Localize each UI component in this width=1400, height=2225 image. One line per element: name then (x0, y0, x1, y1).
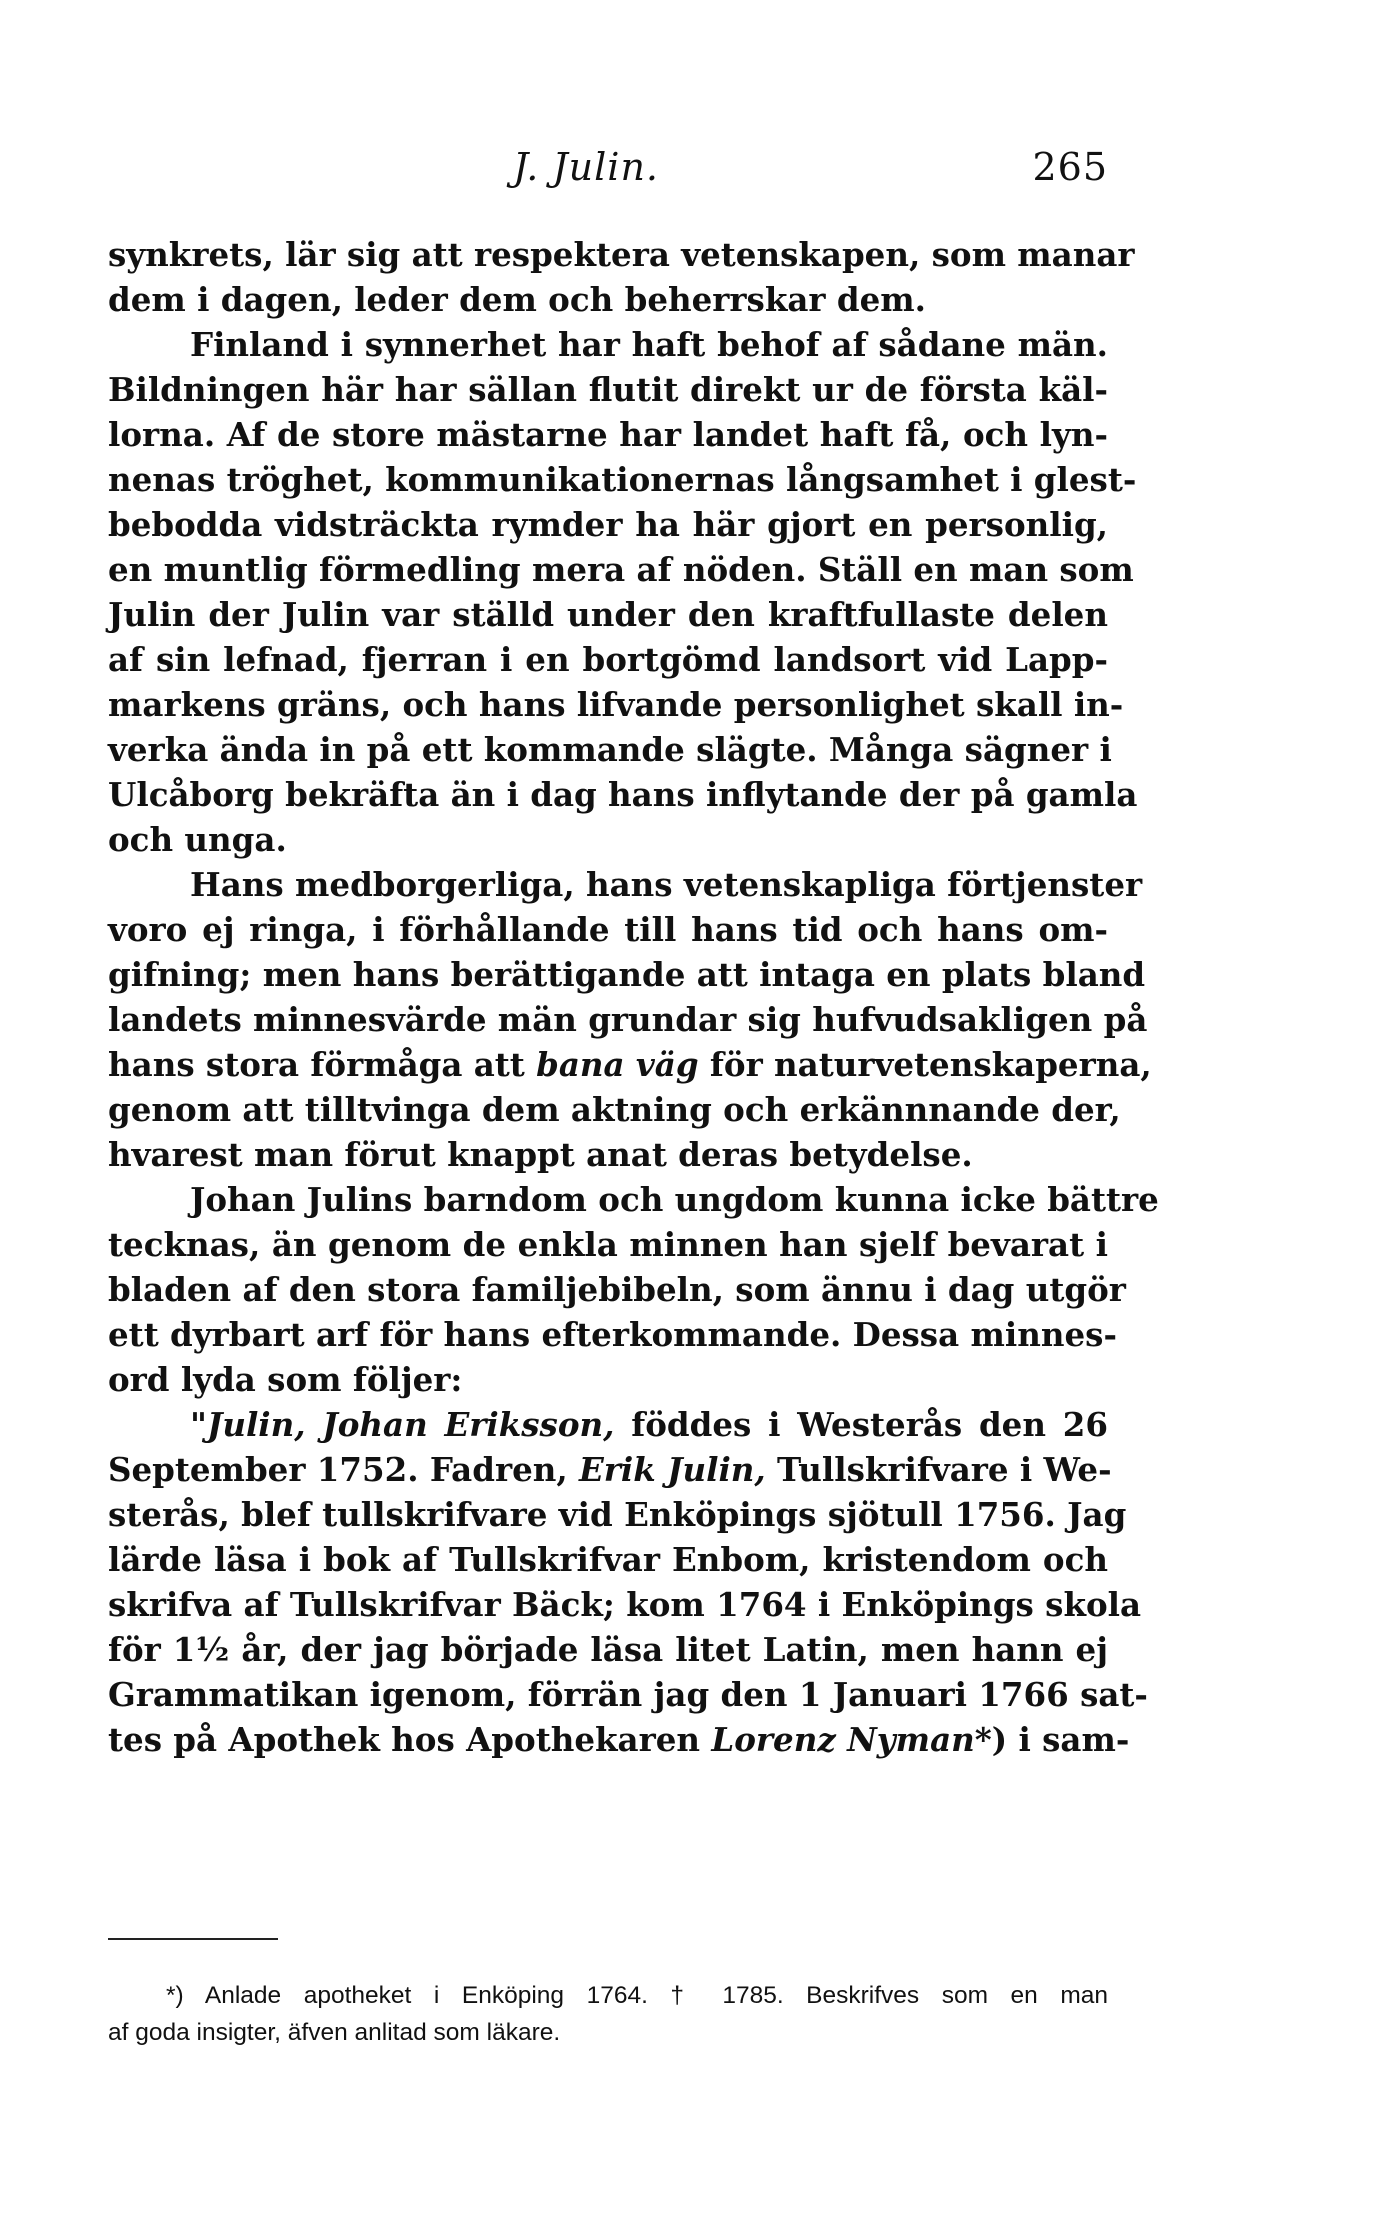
text-line: synkrets, lär sig att respektera vetenskapen, som manar (108, 235, 1135, 274)
text-line: sterås, blef tullskrifvare vid Enköpings sjötull 1756. Jag (108, 1495, 1127, 1534)
running-title: J. Julin. (513, 145, 660, 189)
text-segment: September 1752. Fadren, (108, 1450, 580, 1489)
text-line: Hans medborgerliga, hans vetenskapliga förtjenster (190, 865, 1143, 904)
text-line: bladen af den stora familjebibeln, som ännu i dag utgör (108, 1270, 1126, 1309)
text-segment: för naturvetenskaperna, (698, 1045, 1152, 1084)
text-line: Johan Julins barndom och ungdom kunna icke bättre (190, 1180, 1159, 1219)
text-line: Julin der Julin var ställd under den kraftfullaste delen (108, 595, 1108, 634)
quote-mark: " (190, 1405, 207, 1444)
italic-phrase: Julin, Johan Eriksson, (206, 1405, 615, 1444)
text-line: lärde läsa i bok af Tullskrifvar Enbom, kristendom och (108, 1540, 1108, 1579)
text-line: för 1½ år, der jag började läsa litet Latin, men hann ej (108, 1630, 1108, 1669)
footnote-divider (108, 1938, 278, 1940)
text-line: ord lyda som följer: (108, 1360, 463, 1399)
footnote-line: *) Anlade apotheket i Enköping 1764. † 1785. Beskrifves som en man (166, 1982, 1108, 2009)
text-line: nenas tröghet, kommunikationernas långsamhet i glest- (108, 460, 1137, 499)
text-line: af sin lefnad, fjerran i en bortgömd landsort vid Lapp- (108, 640, 1108, 679)
text-line (108, 1717, 1130, 1762)
text-segment: tes på Apothek hos Apothekaren (108, 1720, 712, 1759)
text-line: ett dyrbart arf för hans efterkommande. Dessa minnes- (108, 1315, 1117, 1354)
text-line: dem i dagen, leder dem och beherrskar dem. (108, 280, 926, 319)
text-line: tecknas, än genom de enkla minnen han sjelf bevarat i (108, 1225, 1108, 1264)
text-segment: hans stora förmåga att (108, 1045, 537, 1084)
italic-phrase: Erik Julin, (579, 1450, 766, 1489)
footnote (108, 1977, 1108, 2051)
text-segment: föddes i Westerås den 26 (614, 1405, 1108, 1444)
text-line: Finland i synnerhet har haft behof af sådane män. (190, 325, 1108, 364)
page-number: 265 (1032, 145, 1108, 189)
italic-phrase: Lorenz Nyman (711, 1720, 975, 1759)
body-text (108, 232, 1159, 1762)
text-line: en muntlig förmedling mera af nöden. Ställ en man som (108, 550, 1134, 589)
footnote-line: af goda insigter, äfven anlitad som läkare. (108, 2019, 561, 2046)
italic-phrase: bana väg (536, 1045, 699, 1084)
text-line: genom att tilltvinga dem aktning och erkännnande der, (108, 1090, 1121, 1129)
text-line: landets minnesvärde män grundar sig hufvudsakligen på (108, 1000, 1148, 1039)
text-line: Grammatikan igenom, förrän jag den 1 Januari 1766 sat- (108, 1675, 1148, 1714)
text-line (108, 1402, 1108, 1447)
text-line: Bildningen här har sällan flutit direkt ur de första käl- (108, 370, 1108, 409)
text-line: hvarest man förut knappt anat deras betydelse. (108, 1135, 973, 1174)
text-segment: Tullskrifvare i We- (765, 1450, 1112, 1489)
text-line: Ulcåborg bekräfta än i dag hans inflytande der på gamla (108, 775, 1138, 814)
running-head (108, 145, 1108, 195)
text-line (108, 1042, 1152, 1087)
text-line: och unga. (108, 820, 287, 859)
text-line: markens gräns, och hans lifvande personlighet skall in- (108, 685, 1124, 724)
text-line: skrifva af Tullskrifvar Bäck; kom 1764 i Enköpings skola (108, 1585, 1142, 1624)
text-segment: *) i sam- (974, 1720, 1130, 1759)
text-line: bebodda vidsträckta rymder ha här gjort en personlig, (108, 505, 1108, 544)
text-line: lorna. Af de store mästarne har landet haft få, och lyn- (108, 415, 1108, 454)
text-line: gifning; men hans berättigande att intaga en plats bland (108, 955, 1146, 994)
text-line (108, 1447, 1112, 1492)
text-line: voro ej ringa, i förhållande till hans tid och hans om- (108, 910, 1108, 949)
text-line: verka ända in på ett kommande slägte. Många sägner i (108, 730, 1112, 769)
